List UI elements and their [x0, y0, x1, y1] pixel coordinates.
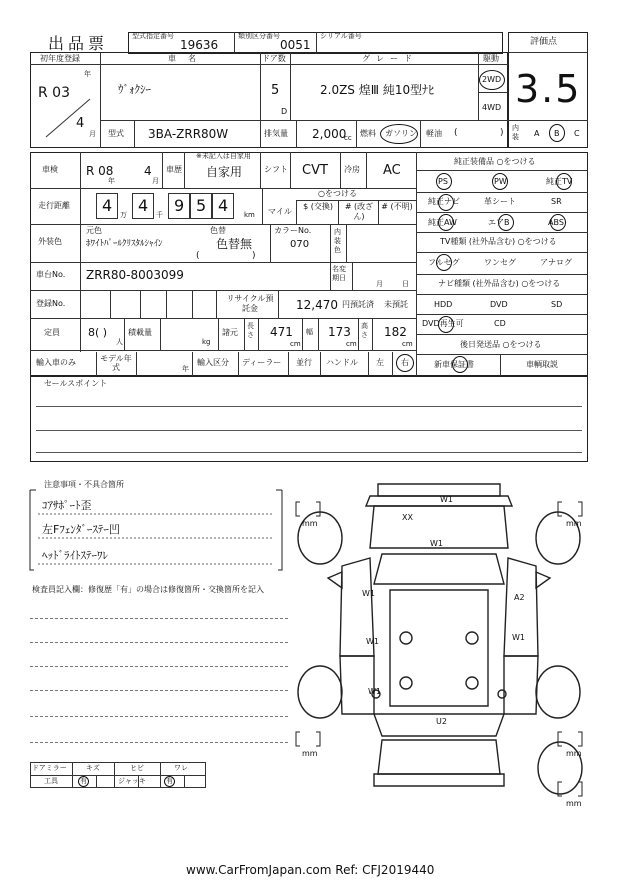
equip-genuine-aw: 純正AW — [428, 218, 457, 227]
cooler-label: 冷房 — [344, 165, 360, 174]
chassis-value: ZRR80-8003099 — [86, 268, 184, 282]
mark-rear-gate: U2 — [436, 717, 447, 726]
mileage-unknown: # (不明) — [381, 202, 413, 211]
mileage-km-unit: km — [244, 211, 255, 219]
mark-front-bumper: W1 — [440, 495, 453, 504]
tv-analog: アナログ — [540, 258, 572, 267]
orig-color-label: 元色 — [86, 226, 102, 235]
color-change-value: 色替無 — [216, 237, 253, 251]
navi-dvd-playback: DVD再生可 — [422, 319, 464, 328]
navi-dvd: DVD — [490, 300, 508, 309]
first-reg-month: 4 — [76, 116, 85, 131]
model-year-unit: 年 — [182, 365, 189, 373]
equip-pw-circle — [492, 173, 508, 190]
reg-no-label: 登録No. — [36, 299, 66, 308]
handle-label: ハンドル — [326, 358, 358, 367]
navi-hdd: HDD — [434, 300, 453, 309]
serial-number-label: シリアル番号 — [320, 32, 362, 40]
chassis-label: 車台No. — [36, 270, 66, 279]
equip-tv-circle — [556, 173, 572, 190]
mileage-label: 走行距離 — [38, 201, 70, 210]
evaluation-score: 3.5 — [515, 67, 582, 111]
fuel-label: 燃料 — [360, 129, 376, 138]
width-label: 幅 — [306, 328, 313, 336]
color-no-value: 070 — [290, 239, 310, 250]
equip-ps-circle — [436, 173, 452, 190]
interior-label: 内装 — [512, 124, 519, 141]
navi-cd: CD — [494, 319, 506, 328]
mileage-man-unit: 万 — [120, 211, 127, 219]
shaken-month-unit: 月 — [152, 177, 159, 185]
later-warranty: 新車保証書 — [434, 360, 474, 369]
equip-genuine-tv: 純正TV — [546, 177, 573, 186]
light-oil-label: 軽油 — [426, 129, 442, 138]
sales-point-label: セールスポイント — [44, 379, 108, 388]
car-diagram — [290, 478, 590, 818]
type-number-label: 型式指定番号 — [132, 32, 174, 40]
load-label: 積載量 — [128, 328, 152, 337]
first-reg-label: 初年度登録 — [40, 54, 80, 63]
interior-grade-b: B — [554, 129, 560, 138]
handle-left: 左 — [376, 358, 384, 367]
shaken-year-unit: 年 — [108, 177, 115, 185]
history-value: 自家用 — [206, 165, 243, 179]
interior-grade-a: A — [534, 129, 540, 138]
displacement-label: 排気量 — [264, 129, 288, 138]
inspector-label: 検査員記入欄：修復歴「有」の場合は修復箇所・交換箇所を記入 — [32, 585, 264, 594]
tv-fullseg-circle — [436, 254, 452, 271]
history-label: 車歴 — [166, 165, 182, 174]
first-reg-year-unit: 年 — [84, 70, 91, 78]
orig-color-value: ﾎﾜｲﾄﾊﾟｰﾙｸﾘｽﾀﾙｼｬｲﾝ — [86, 239, 163, 249]
mileage-modified: # (改ざん) — [344, 202, 374, 221]
grade-value: 2.0ZS 煌Ⅲ 純10型ﾅﾋ — [320, 83, 435, 97]
type-number-value: 19636 — [180, 38, 219, 52]
length-label: 長さ — [247, 322, 254, 339]
car-name-label: 車名 — [168, 54, 208, 63]
history-note: ※未記入は自家用 — [196, 152, 251, 160]
displacement-value: 2,000 — [312, 127, 347, 141]
drive-2wd-circle — [479, 70, 505, 90]
load-unit: kg — [202, 338, 211, 346]
class-number-value: 0051 — [280, 38, 311, 52]
navi-dvd-playback-circle — [438, 316, 454, 333]
first-reg-slash — [40, 95, 95, 140]
diagram-mm-fl: mm — [302, 519, 318, 528]
later-warranty-circle — [452, 356, 468, 373]
equip-leather: 革シート — [484, 197, 516, 206]
recycle-deposited: 円預託済 — [342, 300, 374, 309]
length-unit: cm — [290, 340, 301, 348]
mark-left-fender: W1 — [362, 589, 375, 598]
interior-color-label: 内装色 — [334, 228, 341, 254]
tv-fullseg: フルセグ — [428, 258, 460, 267]
mileage-digit-5: 4 — [218, 196, 229, 215]
later-manual: 車輌取説 — [526, 360, 558, 369]
recycle-label: リサイクル預託金 — [226, 294, 274, 313]
legend-jack-yes: 有 — [166, 777, 173, 785]
mileage-digit-1: 4 — [102, 196, 113, 215]
diagram-mm-rr: mm — [566, 749, 582, 758]
mark-left-rear: W1 — [368, 687, 381, 696]
displacement-unit: cc — [344, 134, 352, 142]
equip-pw: PW — [494, 177, 507, 186]
notes-label: 注意事項・不具合箇所 — [44, 480, 124, 489]
mark-hood: W1 — [430, 539, 443, 548]
diagram-mm-spare: mm — [566, 799, 582, 808]
sheet-title: 出品票 — [48, 34, 109, 53]
equip-airbag-circle — [498, 214, 514, 231]
car-name-value: ｳﾞｫｸｼｰ — [118, 83, 151, 96]
import-label: 輸入車のみ — [36, 358, 76, 367]
mileage-sen-unit: 千 — [156, 211, 163, 219]
genuine-equip-label: 純正装備品 ○をつける — [454, 157, 536, 166]
import-type-label: 輸入区分 — [197, 358, 229, 367]
mileage-digit-4: 5 — [196, 196, 207, 215]
equip-aw-circle — [438, 214, 454, 231]
name-change-day: 日 — [402, 280, 409, 288]
mileage-exchange: $ (交換) — [303, 202, 333, 211]
legend-jack: ジャッキ — [118, 777, 146, 785]
navi-sd: SD — [551, 300, 563, 309]
legend-mirror: ドアミラー — [32, 764, 67, 772]
mark-core-support: XX — [402, 513, 413, 522]
legend-kizu: キズ — [86, 764, 100, 772]
sales-point-box — [30, 376, 588, 462]
class-number-label: 類別区分番号 — [238, 32, 280, 40]
capacity-unit: 人 — [116, 338, 123, 346]
note-line-3: ﾍｯﾄﾞﾗｲﾄｽﾃｰﾜﾚ — [42, 549, 108, 562]
parallel-label: 並行 — [296, 358, 312, 367]
legend-tool: 工具 — [44, 777, 58, 785]
drive-label: 駆動 — [483, 54, 499, 63]
doors-sub: D — [281, 107, 288, 116]
interior-grade-b-circle — [549, 124, 565, 142]
width-unit: cm — [346, 340, 357, 348]
model-value: 3BA-ZRR80W — [148, 127, 229, 141]
note-line-2: 左Fﾌｪﾝﾀﾞｰｽﾃｰ凹 — [42, 523, 120, 536]
length-value: 471 — [270, 325, 293, 339]
fuel-gasoline-circle — [380, 124, 418, 144]
drive-2wd: 2WD — [482, 75, 502, 84]
legend-ware: ワレ — [174, 764, 188, 772]
equip-genuine-navi: 純正ナビ — [428, 197, 460, 206]
mark-right-door: W1 — [512, 633, 525, 642]
note-line-1: ｺｱｻﾎﾟｰﾄ歪 — [42, 499, 92, 512]
capacity-value: 8( ) — [88, 326, 108, 339]
equip-airbag: エアB — [488, 218, 510, 227]
legend-hibi: ヒビ — [130, 764, 144, 772]
equip-abs: ABS — [548, 218, 564, 227]
footer-ref: www.CarFromJapan.com Ref: CFJ2019440 — [186, 863, 435, 877]
interior-grade-c: C — [574, 129, 580, 138]
doors-label: ドア数 — [262, 54, 286, 63]
height-label: 高さ — [361, 322, 368, 339]
navi-type-label: ナビ種類 (社外品含む) ○をつける — [438, 279, 561, 288]
dealer-label: ディーラー — [242, 358, 282, 367]
mileage-digit-3: 9 — [174, 196, 185, 215]
handle-right: 右 — [401, 358, 409, 367]
fuel-value: ガソリン — [385, 129, 417, 138]
equip-ps: PS — [438, 177, 448, 186]
model-label: 型式 — [108, 129, 124, 138]
legend-tool-yes: 有 — [80, 777, 87, 785]
evaluation-label: 評価点 — [530, 37, 558, 47]
tv-oneseg: ワンセグ — [484, 258, 516, 267]
equip-abs-circle — [550, 214, 566, 231]
handle-right-circle — [396, 354, 414, 372]
mile-label: マイル — [268, 207, 292, 216]
color-no-label: カラーNo. — [274, 226, 312, 235]
recycle-value: 12,470 — [296, 298, 338, 312]
shift-label: シフト — [264, 165, 288, 174]
drive-4wd: 4WD — [482, 103, 502, 112]
color-change-label: 色替 — [210, 226, 226, 235]
equip-sr: SR — [551, 197, 562, 206]
name-change-label: 名変期日 — [332, 265, 346, 282]
doors-value: 5 — [271, 83, 280, 98]
later-items-label: 後日発送品 ○をつける — [460, 340, 542, 349]
shaken-label: 車検 — [42, 165, 58, 174]
diagram-mm-fr: mm — [566, 519, 582, 528]
recycle-not: 未預託 — [384, 300, 408, 309]
height-unit: cm — [402, 340, 413, 348]
shaken-year: R 08 — [86, 164, 114, 178]
width-value: 173 — [328, 325, 351, 339]
dims-label: 諸元 — [222, 328, 238, 337]
model-year-label: モデル年式 — [100, 354, 132, 372]
diagram-mm-rl: mm — [302, 749, 318, 758]
shaken-month: 4 — [144, 164, 152, 178]
tv-type-label: TV種類 (社外品含む) ○をつける — [440, 237, 557, 246]
mileage-digit-2: 4 — [138, 196, 149, 215]
mileage-mark-note: ○をつける — [318, 189, 357, 198]
equip-navi-circle — [438, 194, 454, 211]
mark-left-door: W1 — [366, 637, 379, 646]
capacity-label: 定員 — [44, 328, 60, 337]
shift-value: CVT — [302, 163, 328, 178]
exterior-label: 外装色 — [38, 237, 62, 246]
grade-label: グレード — [362, 54, 418, 63]
cooler-value: AC — [383, 163, 401, 178]
height-value: 182 — [384, 325, 407, 339]
name-change-month: 月 — [376, 280, 383, 288]
first-reg-year: R 03 — [38, 85, 70, 101]
first-reg-month-unit: 月 — [89, 130, 96, 138]
mark-right-fender: A2 — [514, 593, 525, 602]
